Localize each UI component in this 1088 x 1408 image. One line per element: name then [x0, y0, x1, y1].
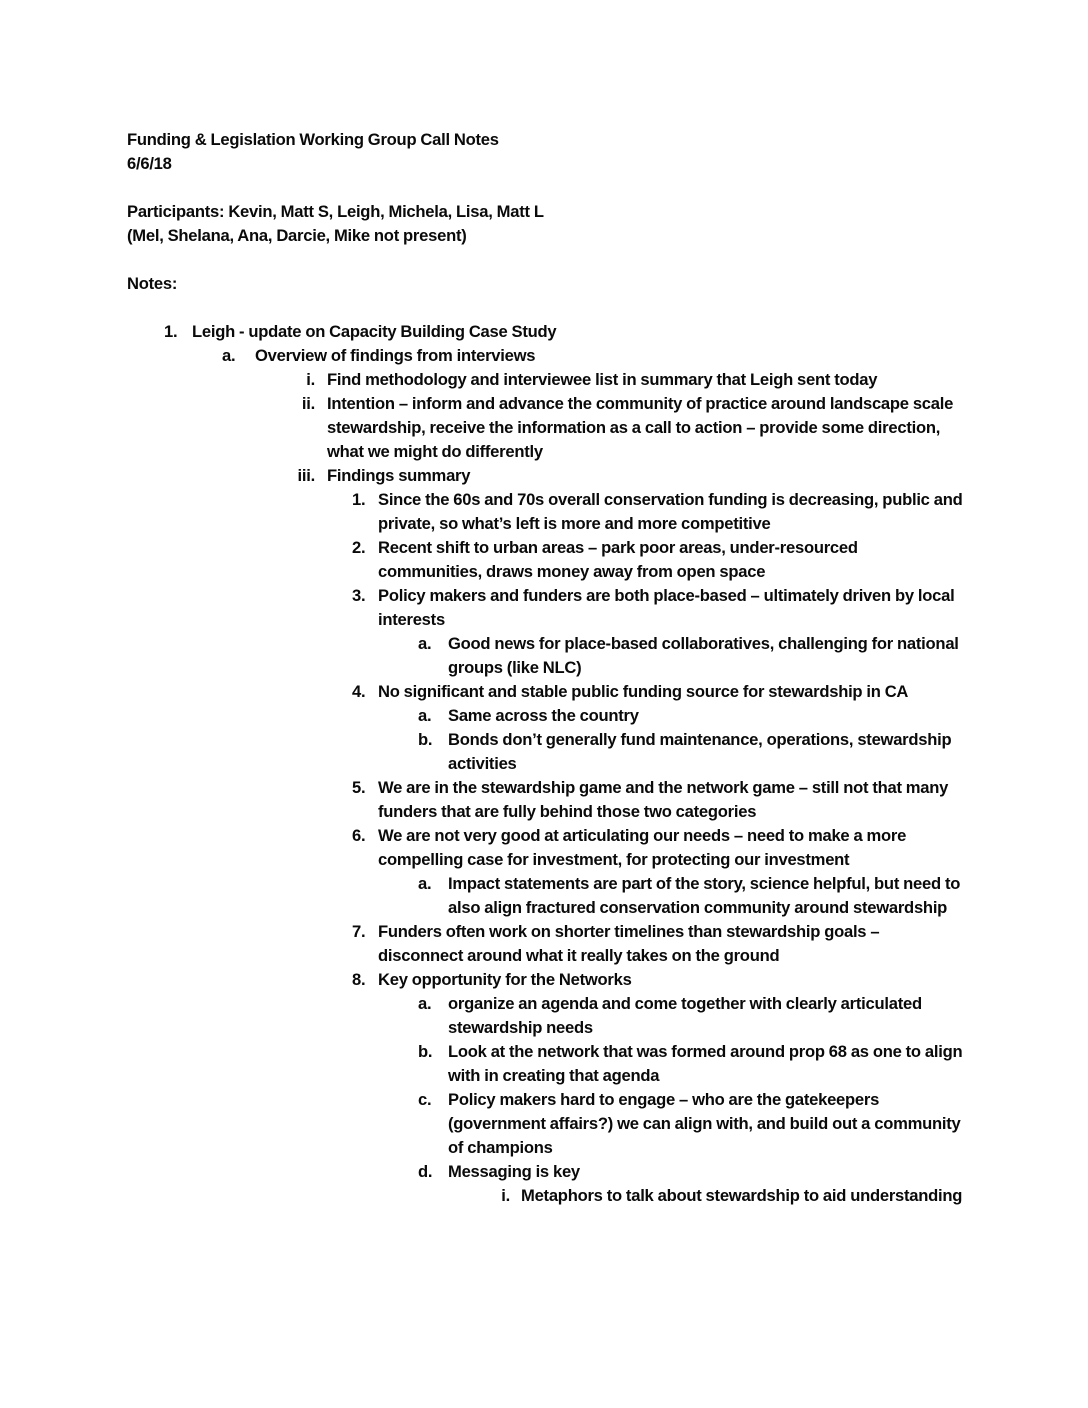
outline-item-1a-ii — [288, 392, 963, 464]
list-marker: i. — [501, 1186, 510, 1205]
list-item-text: Leigh - update on Capacity Building Case Study — [192, 322, 557, 341]
list-marker: 8. — [352, 970, 366, 989]
list-item-text: Overview of findings from interviews — [255, 346, 536, 365]
finding-2 — [352, 536, 963, 584]
finding-6 — [352, 824, 963, 872]
list-item-text: Messaging is key — [448, 1162, 580, 1181]
list-item-text: Look at the network that was formed around prop 68 as one to align with in creating that agenda — [448, 1042, 963, 1085]
finding-7 — [352, 920, 963, 968]
list-item-text: Bonds don’t generally fund maintenance, operations, stewardship activities — [448, 730, 952, 773]
finding-8-d — [418, 1160, 963, 1184]
list-marker: 1. — [164, 322, 178, 341]
finding-4 — [352, 680, 963, 704]
list-item-text: We are in the stewardship game and the network game – still not that many funders that are fully behind those two categories — [378, 778, 949, 821]
list-marker: 3. — [352, 586, 366, 605]
list-item-text: Good news for place-based collaboratives, challenging for national groups (like NLC) — [448, 634, 959, 677]
document-title: Funding & Legislation Working Group Call Notes — [127, 130, 499, 149]
list-marker: b. — [418, 730, 433, 749]
list-marker: a. — [418, 874, 432, 893]
finding-3-a — [418, 632, 963, 680]
list-item-text: Same across the country — [448, 706, 639, 725]
list-marker: a. — [418, 706, 432, 725]
list-marker: a. — [418, 994, 432, 1013]
list-item-text: Policy makers and funders are both place-based – ultimately driven by local interests — [378, 586, 955, 629]
document-date: 6/6/18 — [127, 154, 172, 173]
outline-item-1a — [222, 344, 963, 368]
list-marker: ii. — [301, 394, 315, 413]
finding-8-a — [418, 992, 963, 1040]
finding-6-a — [418, 872, 963, 920]
finding-8 — [352, 968, 963, 992]
list-item-text: We are not very good at articulating our needs – need to make a more compelling case for investment, for protecting our investment — [378, 826, 907, 869]
finding-8-b — [418, 1040, 963, 1088]
list-item-text: Since the 60s and 70s overall conservation funding is decreasing, public and private, so what’s left is more and more competitive — [378, 490, 963, 533]
outline-item-1 — [164, 320, 963, 344]
list-item-text: No significant and stable public funding source for stewardship in CA — [378, 682, 909, 701]
list-item-text: Findings summary — [327, 466, 471, 485]
absent-line: (Mel, Shelana, Ana, Darcie, Mike not present) — [127, 226, 467, 245]
list-marker: i. — [306, 370, 315, 389]
spacer — [127, 248, 963, 272]
list-marker: 5. — [352, 778, 366, 797]
list-marker: c. — [418, 1090, 432, 1109]
list-marker: 7. — [352, 922, 366, 941]
list-marker: 1. — [352, 490, 366, 509]
list-marker: a. — [222, 346, 236, 365]
spacer — [127, 176, 963, 200]
list-item-text: Impact statements are part of the story, science helpful, but need to also align fractured conservation community around stewardship — [448, 874, 961, 917]
finding-3 — [352, 584, 963, 632]
list-item-text: Recent shift to urban areas – park poor areas, under-resourced communities, draws money away from open space — [378, 538, 858, 581]
finding-4-b — [418, 728, 963, 776]
outline-item-1a-i — [288, 368, 963, 392]
list-marker: iii. — [297, 466, 315, 485]
document-body — [127, 128, 963, 1208]
participants-line: Participants: Kevin, Matt S, Leigh, Michela, Lisa, Matt L — [127, 202, 544, 221]
list-marker: 2. — [352, 538, 366, 557]
list-item-text: Key opportunity for the Networks — [378, 970, 632, 989]
list-item-text: Metaphors to talk about stewardship to aid understanding — [521, 1186, 963, 1205]
finding-1 — [352, 488, 963, 536]
list-marker: d. — [418, 1162, 433, 1181]
findings-list — [127, 488, 963, 1208]
list-item-text: Find methodology and interviewee list in summary that Leigh sent today — [327, 370, 878, 389]
outline-item-1a-iii — [288, 464, 963, 488]
list-item-text: Intention – inform and advance the community of practice around landscape scale stewardship, receive the information as a call to action – provide some direction, what we might do differently — [327, 394, 954, 461]
list-marker: b. — [418, 1042, 433, 1061]
finding-8-c — [418, 1088, 963, 1160]
finding-8-d-i — [484, 1184, 963, 1208]
list-item-text: Policy makers hard to engage – who are the gatekeepers (government affairs?) we can align with, and build out a community of champions — [448, 1090, 961, 1157]
finding-5 — [352, 776, 963, 824]
list-item-text: Funders often work on shorter timelines than stewardship goals – disconnect around what it really takes on the ground — [378, 922, 880, 965]
list-item-text: organize an agenda and come together with clearly articulated stewardship needs — [448, 994, 922, 1037]
notes-heading: Notes: — [127, 274, 178, 293]
spacer — [127, 296, 963, 320]
finding-4-a — [418, 704, 963, 728]
list-marker: 4. — [352, 682, 366, 701]
list-marker: a. — [418, 634, 432, 653]
list-marker: 6. — [352, 826, 366, 845]
